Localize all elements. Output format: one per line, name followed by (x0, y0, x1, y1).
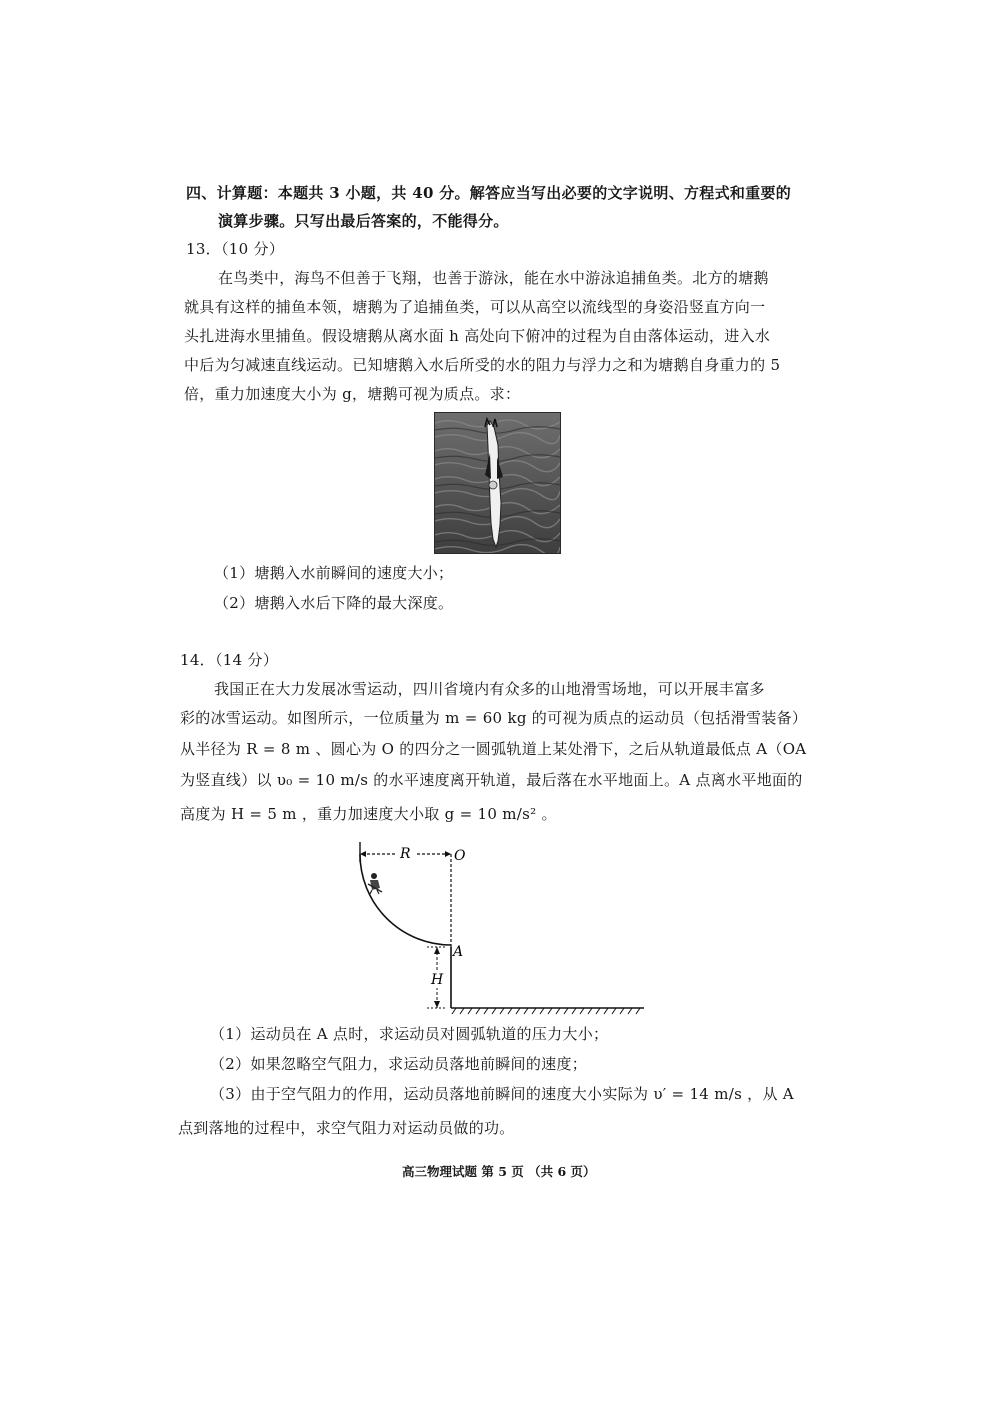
height-label: H (431, 972, 444, 988)
ground-hatching (452, 1008, 640, 1014)
radius-label: R (400, 846, 411, 862)
section-heading-line1: 四、计算题：本题共 3 小题，共 40 分。解答应当写出必要的文字说明、方程式和重要的 (186, 184, 792, 202)
q14-sub3-continued: 点到落地的过程中，求空气阻力对运动员做的功。 (178, 1119, 515, 1137)
q14-paragraph-line: 从半径为 R = 8 m 、圆心为 O 的四分之一圆弧轨道上某处滑下，之后从轨道最低点 A（OA (180, 740, 807, 758)
q14-sub1: （1）运动员在 A 点时，求运动员对圆弧轨道的压力大小； (210, 1025, 609, 1043)
section-heading-line2: 演算步骤。只写出最后答案的，不能得分。 (218, 212, 509, 230)
page-footer: 高三物理试题 第 5 页 （共 6 页） (402, 1164, 596, 1179)
q13-paragraph-line: 中后为匀减速直线运动。已知塘鹅入水后所受的水的阻力与浮力之和为塘鹅自身重力的 5 (184, 356, 781, 374)
radius-arrow-right (445, 851, 451, 857)
gannet-photo-illustration (435, 413, 560, 553)
radius-arrow-left (360, 851, 366, 857)
q13-paragraph-line: 头扎进海水里捕鱼。假设塘鹅从离水面 h 高处向下俯冲的过程为自由落体运动，进入水 (184, 327, 771, 345)
q14-sub2: （2）如果忽略空气阻力，求运动员落地前瞬间的速度； (210, 1055, 588, 1073)
q14-paragraph-line: 我国正在大力发展冰雪运动，四川省境内有众多的山地滑雪场地，可以开展丰富多 (214, 680, 765, 698)
q14-paragraph-line: 彩的冰雪运动。如图所示，一位质量为 m = 60 kg 的可视为质点的运动员（包括滑雪装备） (180, 709, 808, 727)
quarter-arc-track (360, 854, 451, 945)
q14-number: 14．（14 分） (180, 651, 279, 669)
center-label-o: O (454, 848, 466, 864)
q13-paragraph-line: 就具有这样的捕鱼本领，塘鹅为了追捕鱼类，可以从高空以流线型的身姿沿竖直方向一 (184, 298, 766, 316)
height-arrow-down (434, 1001, 440, 1008)
gannet-diving-photo (434, 412, 561, 554)
quarter-circle-track-diagram (352, 836, 652, 1016)
point-a-label: A (453, 944, 464, 960)
q13-sub2: （2）塘鹅入水后下降的最大深度。 (214, 594, 454, 612)
q13-sub1: （1）塘鹅入水前瞬间的速度大小； (214, 564, 454, 582)
q13-paragraph-line: 倍，重力加速度大小为 g，塘鹅可视为质点。求： (184, 385, 521, 403)
q14-paragraph-line: 高度为 H = 5 m ，重力加速度大小取 g = 10 m/s² 。 (180, 805, 557, 823)
height-arrow-up (434, 947, 440, 954)
q14-paragraph-line: 为竖直线）以 υ₀ = 10 m/s 的水平速度离开轨道，最后落在水平地面上。A 点离水平地面的 (180, 771, 803, 789)
skier-figure (368, 873, 382, 894)
q13-number: 13．（10 分） (186, 240, 285, 258)
q14-sub3: （3）由于空气阻力的作用，运动员落地前瞬间的速度大小实际为 υ′ = 14 m/s ，从 A (210, 1085, 794, 1103)
q13-paragraph-line: 在鸟类中，海鸟不但善于飞翔，也善于游泳，能在水中游泳追捕鱼类。北方的塘鹅 (218, 269, 769, 287)
